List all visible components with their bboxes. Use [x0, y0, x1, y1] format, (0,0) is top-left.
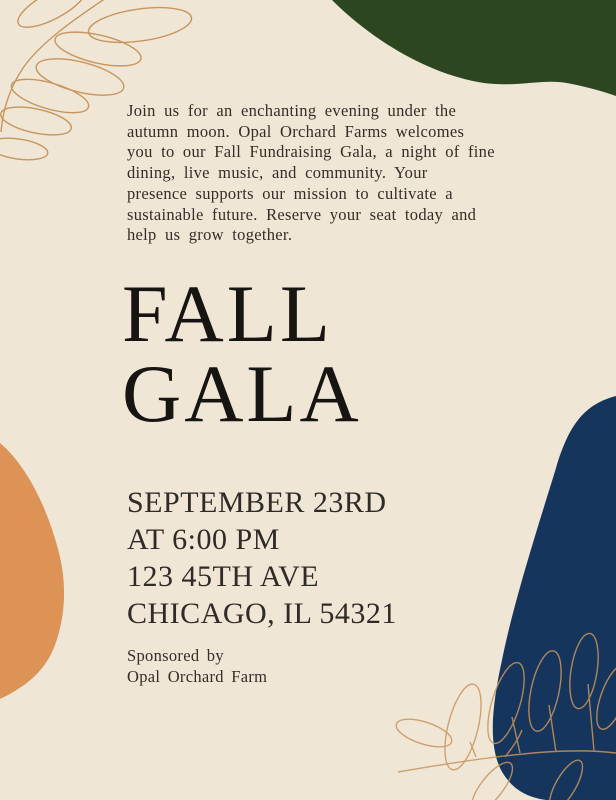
intro-line: you to our Fall Fundraising Gala, a night of fine: [127, 142, 495, 162]
event-time: AT 6:00 PM: [127, 523, 280, 556]
intro-line: sustainable future. Reserve your seat today and: [127, 204, 477, 224]
intro-paragraph: [127, 101, 507, 246]
event-date: SEPTEMBER 23RD: [127, 486, 387, 519]
event-title-line1: FALL: [122, 268, 333, 359]
sponsor-block: [127, 645, 267, 687]
event-address: 123 45TH AVE: [127, 560, 320, 593]
event-details: [127, 484, 397, 632]
event-city: CHICAGO, IL 54321: [127, 597, 397, 630]
intro-line: Join us for an enchanting evening under the: [127, 101, 457, 120]
intro-line: dining, live music, and community. Your: [127, 163, 428, 183]
intro-line: help us grow together.: [127, 225, 293, 245]
sponsor-label: Sponsored by: [127, 646, 224, 665]
intro-line: presence supports our mission to cultivate a: [127, 183, 453, 203]
sponsor-name: Opal Orchard Farm: [127, 667, 268, 686]
intro-line: autumn moon. Opal Orchard Farms welcomes: [127, 121, 465, 141]
event-title-line2: GALA: [122, 348, 362, 439]
event-title: [122, 268, 362, 439]
